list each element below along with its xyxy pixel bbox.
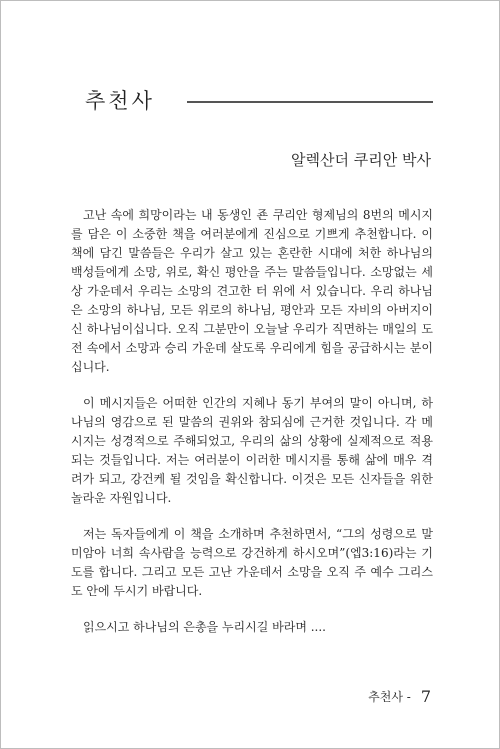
paragraph: 이 메시지들은 어떠한 인간의 지혜나 동기 부여의 말이 아니며, 하나님의 영감으로 된 말씀의 권위와 참되심에 근거한 것입니다. 각 메시지는 성경적으로 주해되었고, 우리의 삶의 상황에 실제적으로 적용되는 것들입니다. 저는 여러분이 이러한 메시지를 통해 삶에 매우 격려가 되고, 강건케 될 것임을 확신합니다. 이것은 모든 신자들을 위한 놀라운 자원입니다. [71,396,433,505]
paragraph: 저는 독자들에게 이 책을 소개하며 추천하면서, “그의 성령으로 말미암아 너희 속사람을 능력으로 강건하게 하시오며”(엡3:16)라는 기도를 합니다. 그리고 모든 고난 가운데서 소망을 오직 주 예수 그리스도 안에 두시기 바랍니다. [71,527,433,598]
page-footer [368,687,431,706]
section-header [85,87,433,117]
paragraph: 읽으시고 하나님의 은총을 누리시길 바라며 .... [83,620,326,634]
title-rule [187,101,433,103]
paragraph: 고난 속에 희망이라는 내 동생인 죤 쿠리안 형제님의 8번의 메시지를 담은 이 소중한 책을 여러분에게 진심으로 기쁘게 추천합니다. 이 책에 담긴 말씀들은 우리가 살고 있는 혼란한 시대에 처한 하나님의 백성들에게 소망, 위로, 확신 평안을 주는 말씀들입니다. 소망없는 세상 가운데서 우리는 소망의 견고한 터 위에 서 있습니다. 우리 하나님은 소망의 하나님, 모든 위로의 하나님, 평안과 모든 자비의 아버지이신 하나님이십니다. 오직 그분만이 오늘날 우리가 직면하는 매일의 도전 속에서 소망과 승리 가운데 살도록 우리에게 힘을 공급하시는 분이십니다. [71,208,433,374]
running-title: 추천사 - [368,690,411,704]
author-name: 알렉산더 쿠리안 박사 [291,151,431,169]
page-number: 7 [420,687,431,706]
body-text [71,206,433,654]
section-title: 추천사 [85,89,155,113]
